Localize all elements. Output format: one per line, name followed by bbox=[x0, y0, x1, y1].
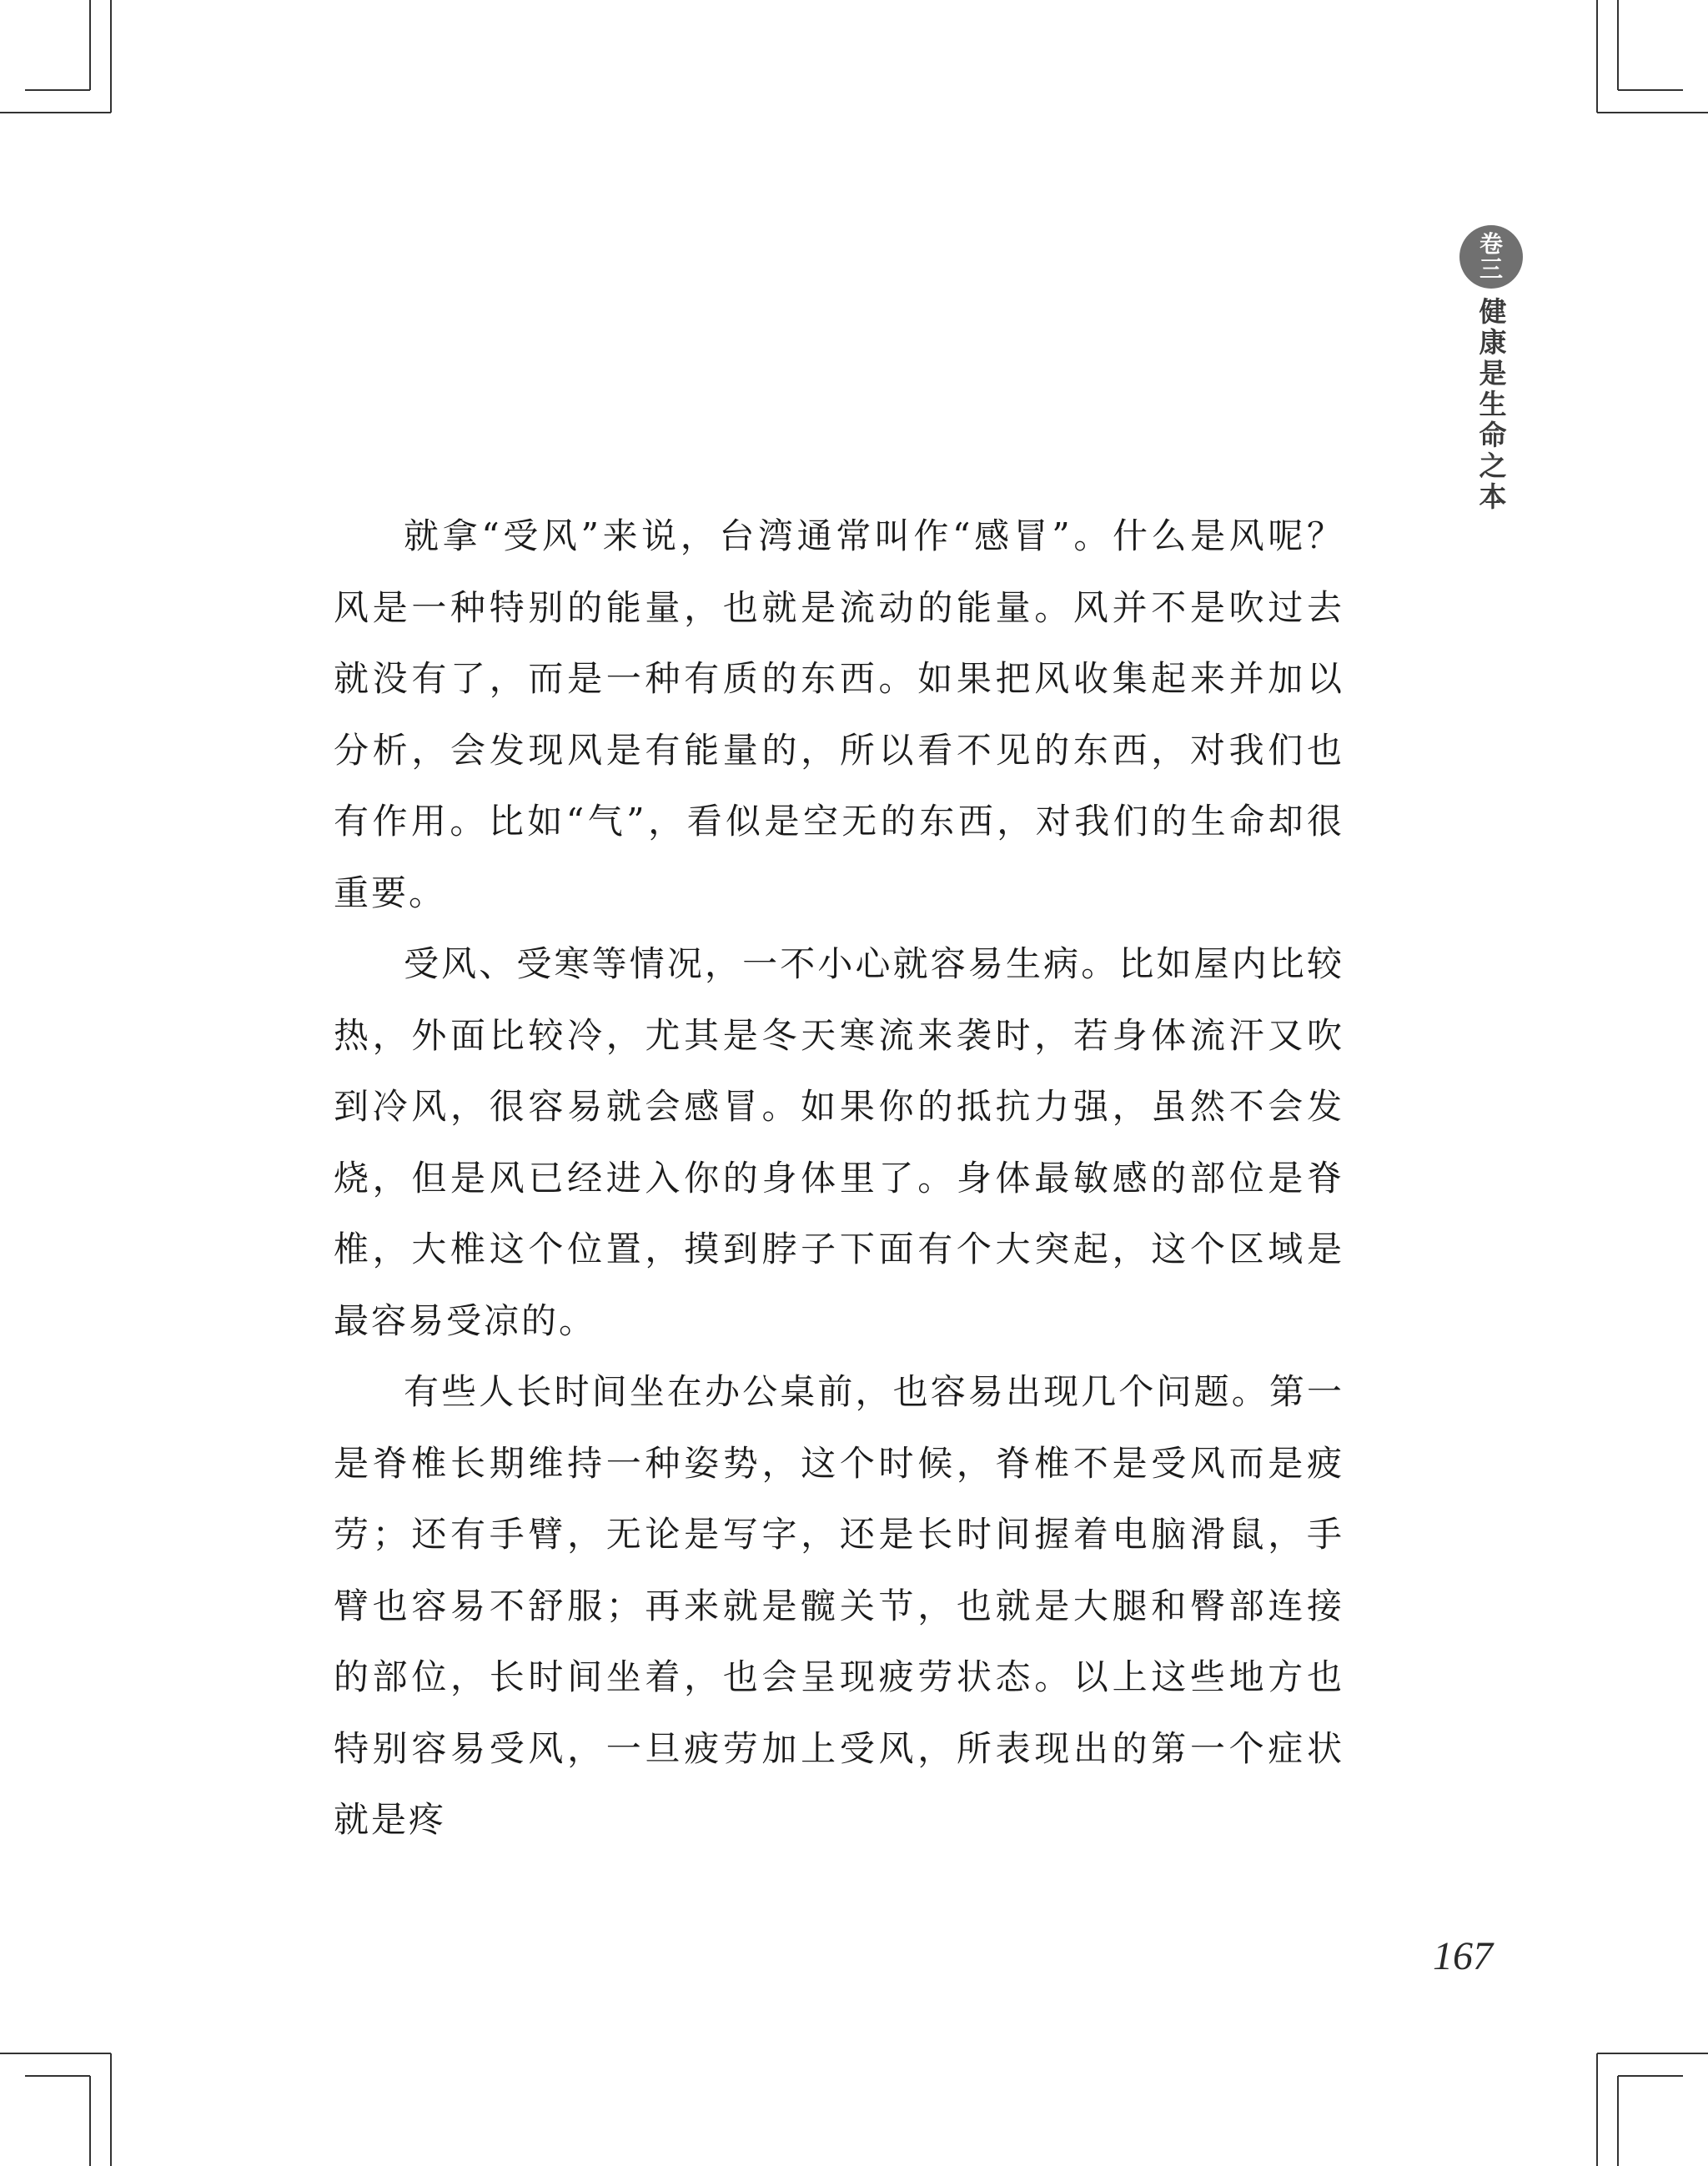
body-text bbox=[334, 500, 1344, 1856]
paragraph-3: 有些人长时间坐在办公桌前，也容易出现几个问题。第一是脊椎长期维持一种姿势，这个时候，脊椎不是受风而是疲劳；还有手臂，无论是写字，还是长时间握着电脑滑鼠，手臂也容易不舒服；再来就是髋关节，也就是大腿和臀部连接的部位，长时间坐着，也会呈现疲劳状态。以上这些地方也特别容易受风，一旦疲劳加上受风，所表现出的第一个症状就是疼 bbox=[334, 1371, 1344, 1840]
paragraph-2: 受风、受寒等情况，一不小心就容易生病。比如屋内比较热，外面比较冷，尤其是冬天寒流来袭时，若身体流汗又吹到冷风，很容易就会感冒。如果你的抵抗力强，虽然不会发烧，但是风已经进入你的身体里了。身体最敏感的部位是脊椎，大椎这个位置，摸到脖子下面有个大突起，这个区域是最容易受凉的。 bbox=[334, 943, 1344, 1341]
volume-badge-line2: 三 bbox=[1479, 255, 1503, 283]
paragraph-1: 就拿“受风”来说，台湾通常叫作“感冒”。什么是风呢？风是一种特别的能量，也就是流动的能量。风并不是吹过去就没有了，而是一种有质的东西。如果把风收集起来并加以分析，会发现风是有能量的，所以看不见的东西，对我们也有作用。比如“气”，看似是空无的东西，对我们的生命却很重要。 bbox=[334, 515, 1344, 913]
chapter-side-tab bbox=[1458, 225, 1525, 513]
page-number: 167 bbox=[1433, 1934, 1493, 1978]
volume-badge bbox=[1459, 225, 1523, 289]
section-title: 健康是生命之本 bbox=[1474, 297, 1508, 513]
volume-badge-line1: 卷 bbox=[1479, 230, 1503, 258]
